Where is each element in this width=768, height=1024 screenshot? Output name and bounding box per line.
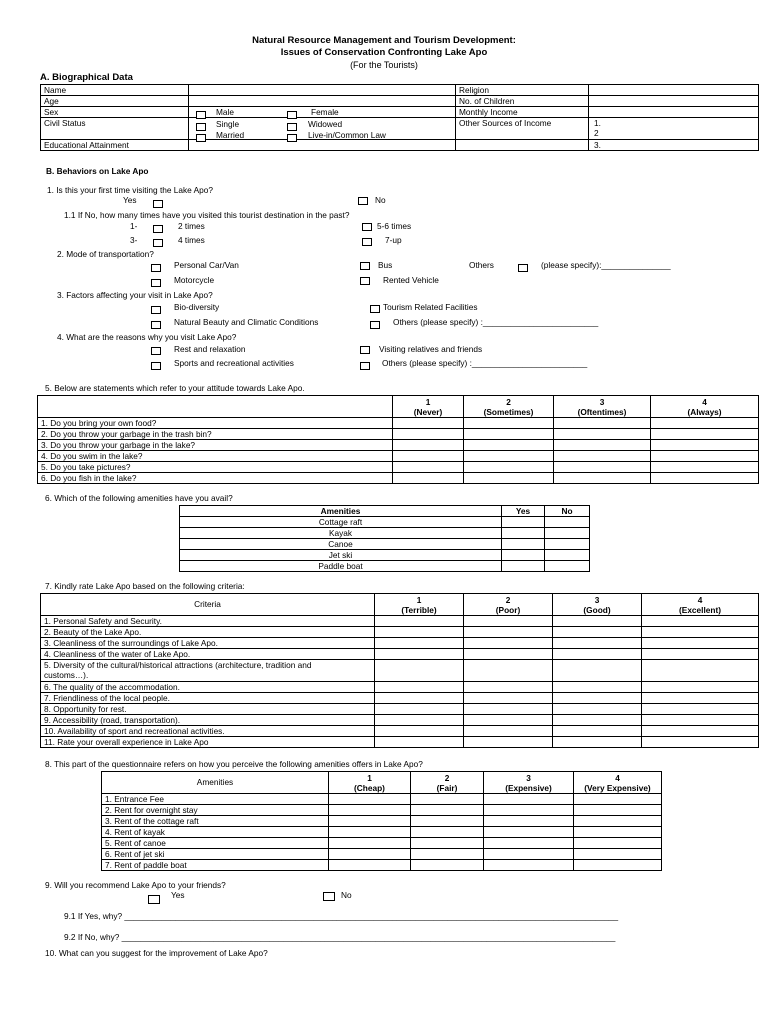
female-label: Female: [311, 107, 339, 117]
q6-yes-cell[interactable]: [502, 539, 545, 550]
q8-header-2: 2 (Fair): [411, 772, 484, 794]
q7-cell[interactable]: [375, 638, 464, 649]
q7-cell[interactable]: [375, 627, 464, 638]
q5-cell[interactable]: [554, 473, 651, 484]
children-field[interactable]: [589, 96, 759, 107]
q3-bio-label: Bio-diversity: [174, 302, 220, 312]
q5-cell[interactable]: [464, 451, 554, 462]
label-age: Age: [41, 96, 189, 107]
q6-label: 6. Which of the following amenities have you avail?: [45, 493, 233, 503]
q5-cell[interactable]: [651, 440, 759, 451]
section-a-heading: A. Biographical Data: [40, 72, 133, 83]
q8-cell[interactable]: [329, 838, 411, 849]
q6-header-no: No: [545, 506, 590, 517]
q7-cell[interactable]: [553, 704, 642, 715]
q5-label: 5. Below are statements which refer to your attitude towards Lake Apo.: [45, 383, 305, 393]
q6-item: Cottage raft: [180, 517, 502, 528]
q3-tourism-checkbox[interactable]: [370, 305, 380, 313]
q9-yes-label: Yes: [171, 890, 185, 900]
q4-sports-checkbox[interactable]: [151, 362, 161, 370]
q7-item-5: 5. Diversity of the cultural/historical attractions (architecture, tradition and customs…).: [41, 660, 375, 682]
other-income-field[interactable]: [589, 118, 759, 140]
q7-cell[interactable]: [464, 660, 553, 682]
q6-no-cell[interactable]: [545, 539, 590, 550]
q8-header-3: 3 (Expensive): [484, 772, 574, 794]
q9-no-checkbox[interactable]: [323, 892, 335, 901]
q7-cell[interactable]: [553, 693, 642, 704]
q7-header-4: 4 (Excellent): [642, 594, 759, 616]
q8-cell[interactable]: [484, 838, 574, 849]
title-line-2: Issues of Conservation Confronting Lake Apo: [280, 47, 488, 58]
q7-cell[interactable]: [464, 715, 553, 726]
q1-1-opt2-checkbox[interactable]: [153, 239, 163, 247]
q2-bus-label: Bus: [378, 260, 393, 270]
q5-cell[interactable]: [554, 440, 651, 451]
q1-1-opt4-checkbox[interactable]: [362, 238, 372, 246]
q8-item: 2. Rent for overnight stay: [102, 805, 329, 816]
q7-header-criteria: Criteria: [41, 594, 375, 616]
married-checkbox[interactable]: [196, 134, 206, 142]
education-extra: [456, 140, 589, 151]
q8-cell[interactable]: [329, 827, 411, 838]
q7-cell[interactable]: [642, 737, 759, 748]
q8-cell[interactable]: [574, 838, 662, 849]
q3-label: 3. Factors affecting your visit in Lake Apo?: [57, 290, 213, 300]
q1-1-opt1-checkbox[interactable]: [153, 225, 163, 233]
q8-item: 1. Entrance Fee: [102, 794, 329, 805]
q2-car-checkbox[interactable]: [151, 264, 161, 272]
q8-cell[interactable]: [411, 849, 484, 860]
q7-cell[interactable]: [375, 616, 464, 627]
q9-2-field[interactable]: 9.2 If No, why? ___________________________________________________________________________________________________________: [64, 933, 616, 942]
q7-cell[interactable]: [375, 660, 464, 682]
q1-yes-label: Yes: [123, 195, 137, 205]
q1-1-opt3-checkbox[interactable]: [362, 223, 372, 231]
q5-cell[interactable]: [464, 440, 554, 451]
q8-cell[interactable]: [484, 794, 574, 805]
q7-item: 8. Opportunity for rest.: [41, 704, 375, 715]
q8-cell[interactable]: [411, 827, 484, 838]
q7-cell[interactable]: [464, 693, 553, 704]
q5-header-1: 1 (Never): [393, 396, 464, 418]
section-b-heading: B. Behaviors on Lake Apo: [46, 166, 149, 176]
q7-cell[interactable]: [642, 693, 759, 704]
q8-item: 4. Rent of kayak: [102, 827, 329, 838]
q7-cell[interactable]: [553, 649, 642, 660]
q7-cell[interactable]: [464, 682, 553, 693]
q8-price-table: [101, 771, 662, 871]
other-income-3: 3.: [589, 140, 759, 151]
q5-cell[interactable]: [554, 418, 651, 429]
q2-moto-label: Motorcycle: [174, 275, 215, 285]
q7-item: 6. The quality of the accommodation.: [41, 682, 375, 693]
q6-header-yes: Yes: [502, 506, 545, 517]
q2-others-label: Others: [469, 260, 494, 270]
other-income-2: 2: [594, 128, 599, 138]
q7-cell[interactable]: [464, 627, 553, 638]
q1-1-label: 1.1 If No, how many times have you visited this tourist destination in the past?: [64, 210, 350, 220]
q1-1-opt2-prefix: 3-: [130, 235, 138, 245]
q7-cell[interactable]: [464, 649, 553, 660]
q8-cell[interactable]: [411, 838, 484, 849]
q5-header-2: 2 (Sometimes): [464, 396, 554, 418]
q7-cell[interactable]: [642, 616, 759, 627]
biographical-table: [40, 84, 759, 151]
female-checkbox[interactable]: [287, 111, 297, 119]
q8-cell[interactable]: [329, 849, 411, 860]
q2-moto-checkbox[interactable]: [151, 279, 161, 287]
q8-cell[interactable]: [574, 794, 662, 805]
label-education: Educational Attainment: [41, 140, 189, 151]
male-checkbox[interactable]: [196, 111, 206, 119]
q3-nature-checkbox[interactable]: [151, 321, 161, 329]
q8-cell[interactable]: [484, 805, 574, 816]
q8-cell[interactable]: [411, 816, 484, 827]
q8-header-1: 1 (Cheap): [329, 772, 411, 794]
q5-cell[interactable]: [554, 462, 651, 473]
q7-cell[interactable]: [642, 715, 759, 726]
male-label: Male: [216, 107, 234, 117]
q6-item: Paddle boat: [180, 561, 502, 572]
q5-cell[interactable]: [651, 418, 759, 429]
q4-others-checkbox[interactable]: [360, 362, 370, 370]
q4-rest-checkbox[interactable]: [151, 347, 161, 355]
q6-no-cell[interactable]: [545, 528, 590, 539]
q5-item: 5. Do you take pictures?: [38, 462, 393, 473]
q8-header-amenities: Amenities: [102, 772, 329, 794]
income-field[interactable]: [589, 107, 759, 118]
q8-cell[interactable]: [574, 805, 662, 816]
q8-label: 8. This part of the questionnaire refers on how you perceive the following amenities offers in Lake Apo?: [45, 759, 423, 769]
q7-item: 11. Rate your overall experience in Lake Apo: [41, 737, 375, 748]
q5-cell[interactable]: [393, 473, 464, 484]
q5-cell[interactable]: [651, 429, 759, 440]
q1-yes-checkbox[interactable]: [153, 200, 163, 208]
q7-cell[interactable]: [464, 704, 553, 715]
q2-label: 2. Mode of transportation?: [57, 249, 154, 259]
q6-no-cell[interactable]: [545, 561, 590, 572]
q5-cell[interactable]: [393, 440, 464, 451]
q3-bio-checkbox[interactable]: [151, 306, 161, 314]
q7-item: 4. Cleanliness of the water of Lake Apo.: [41, 649, 375, 660]
q7-rating-table: [40, 593, 759, 748]
q4-rest-label: Rest and relaxation: [174, 344, 246, 354]
q7-item: 9. Accessibility (road, transportation).: [41, 715, 375, 726]
q5-header-4: 4 (Always): [651, 396, 759, 418]
q7-cell[interactable]: [642, 704, 759, 715]
q2-bus-checkbox[interactable]: [360, 262, 370, 270]
q7-cell[interactable]: [553, 616, 642, 627]
q5-header-blank: [38, 396, 393, 418]
q7-cell[interactable]: [375, 693, 464, 704]
q8-cell[interactable]: [411, 805, 484, 816]
q5-cell[interactable]: [464, 462, 554, 473]
q7-label: 7. Kindly rate Lake Apo based on the following criteria:: [45, 581, 245, 591]
widowed-label: Widowed: [308, 119, 343, 129]
q5-cell[interactable]: [393, 418, 464, 429]
q5-cell[interactable]: [651, 473, 759, 484]
q3-others-field[interactable]: Others (please specify) :_________________________: [393, 317, 599, 327]
q7-cell[interactable]: [553, 660, 642, 682]
q8-cell[interactable]: [329, 816, 411, 827]
q1-1-opt1-label: 2 times: [178, 221, 205, 231]
q6-item: Canoe: [180, 539, 502, 550]
q4-visit-label: Visiting relatives and friends: [379, 344, 483, 354]
q1-no-label: No: [375, 195, 386, 205]
q9-no-label: No: [341, 890, 352, 900]
q8-cell[interactable]: [484, 827, 574, 838]
q1-label: 1. Is this your first time visiting the Lake Apo?: [47, 185, 214, 195]
q7-cell[interactable]: [553, 627, 642, 638]
q5-cell[interactable]: [393, 451, 464, 462]
q5-cell[interactable]: [464, 418, 554, 429]
q7-cell[interactable]: [642, 726, 759, 737]
q8-cell[interactable]: [574, 860, 662, 871]
q5-item: 3. Do you throw your garbage in the lake?: [38, 440, 393, 451]
q8-cell[interactable]: [574, 849, 662, 860]
q1-1-opt2-label: 4 times: [178, 235, 205, 245]
q6-yes-cell[interactable]: [502, 550, 545, 561]
q8-cell[interactable]: [484, 849, 574, 860]
q9-label: 9. Will you recommend Lake Apo to your friends?: [45, 880, 226, 890]
q8-header-4: 4 (Very Expensive): [574, 772, 662, 794]
q7-cell[interactable]: [375, 726, 464, 737]
q5-item: 4. Do you swim in the lake?: [38, 451, 393, 462]
q7-cell[interactable]: [642, 682, 759, 693]
q5-cell[interactable]: [393, 462, 464, 473]
q7-header-2: 2 (Poor): [464, 594, 553, 616]
q3-tourism-label: Tourism Related Facilities: [383, 302, 478, 312]
q7-item: 3. Cleanliness of the surroundings of Lake Apo.: [41, 638, 375, 649]
married-label: Married: [216, 130, 245, 140]
name-field[interactable]: [189, 85, 456, 96]
label-religion: Religion: [456, 85, 589, 96]
q8-item: 5. Rent of canoe: [102, 838, 329, 849]
q8-cell[interactable]: [329, 805, 411, 816]
q8-cell[interactable]: [329, 860, 411, 871]
q7-cell[interactable]: [553, 682, 642, 693]
q5-cell[interactable]: [554, 429, 651, 440]
q2-car-label: Personal Car/Van: [174, 260, 239, 270]
q6-header-amenities: Amenities: [180, 506, 502, 517]
q10-label: 10. What can you suggest for the improvement of Lake Apo?: [45, 948, 268, 958]
q7-cell[interactable]: [375, 715, 464, 726]
subtitle: (For the Tourists): [350, 60, 418, 70]
q5-cell[interactable]: [651, 451, 759, 462]
q6-yes-cell[interactable]: [502, 561, 545, 572]
q8-cell[interactable]: [411, 794, 484, 805]
q6-item: Jet ski: [180, 550, 502, 561]
q7-header-1: 1 (Terrible): [375, 594, 464, 616]
q7-cell[interactable]: [464, 726, 553, 737]
q7-cell[interactable]: [642, 660, 759, 682]
q7-item: 10. Availability of sport and recreational activities.: [41, 726, 375, 737]
q5-cell[interactable]: [651, 462, 759, 473]
q1-no-checkbox[interactable]: [358, 197, 368, 205]
q6-yes-cell[interactable]: [502, 517, 545, 528]
livein-label: Live-in/Common Law: [308, 130, 386, 140]
label-sex: Sex: [41, 107, 189, 118]
title-line-1: Natural Resource Management and Tourism Development:: [252, 35, 516, 46]
q4-visit-checkbox[interactable]: [360, 346, 370, 354]
q2-rented-label: Rented Vehicle: [383, 275, 439, 285]
q6-item: Kayak: [180, 528, 502, 539]
single-checkbox[interactable]: [196, 123, 206, 131]
q8-item: 7. Rent of paddle boat: [102, 860, 329, 871]
q8-cell[interactable]: [484, 816, 574, 827]
q4-label: 4. What are the reasons why you visit Lake Apo?: [57, 332, 237, 342]
q3-nature-label: Natural Beauty and Climatic Conditions: [174, 317, 319, 327]
q7-item: 2. Beauty of the Lake Apo.: [41, 627, 375, 638]
q3-others-checkbox[interactable]: [370, 321, 380, 329]
q7-header-3: 3 (Good): [553, 594, 642, 616]
label-civil-status: Civil Status: [41, 118, 189, 140]
q8-cell[interactable]: [574, 816, 662, 827]
other-income-1: 1.: [594, 118, 601, 128]
q7-cell[interactable]: [553, 638, 642, 649]
q5-cell[interactable]: [554, 451, 651, 462]
q8-cell[interactable]: [411, 860, 484, 871]
q8-cell[interactable]: [329, 794, 411, 805]
single-label: Single: [216, 119, 240, 129]
q5-item: 2. Do you throw your garbage in the trash bin?: [38, 429, 393, 440]
q7-cell[interactable]: [375, 649, 464, 660]
q4-others-field[interactable]: Others (please specify) :_________________________: [382, 358, 588, 368]
q8-item: 6. Rent of jet ski: [102, 849, 329, 860]
q2-rented-checkbox[interactable]: [360, 277, 370, 285]
widowed-checkbox[interactable]: [287, 123, 297, 131]
q2-specify-field[interactable]: (please specify):_______________: [541, 260, 671, 270]
q5-cell[interactable]: [464, 473, 554, 484]
livein-checkbox[interactable]: [287, 134, 297, 142]
q7-cell[interactable]: [553, 726, 642, 737]
q7-cell[interactable]: [375, 682, 464, 693]
q7-cell[interactable]: [375, 737, 464, 748]
q7-cell[interactable]: [642, 649, 759, 660]
q8-cell[interactable]: [484, 860, 574, 871]
q7-cell[interactable]: [464, 616, 553, 627]
label-children: No. of Children: [456, 96, 589, 107]
q6-yes-cell[interactable]: [502, 528, 545, 539]
q7-cell[interactable]: [642, 627, 759, 638]
q5-cell[interactable]: [464, 429, 554, 440]
label-income: Monthly Income: [456, 107, 589, 118]
label-other-income: Other Sources of Income: [456, 118, 589, 140]
q8-cell[interactable]: [574, 827, 662, 838]
q7-cell[interactable]: [553, 737, 642, 748]
age-field[interactable]: [189, 96, 456, 107]
q7-cell[interactable]: [464, 737, 553, 748]
q1-1-opt4-label: 7-up: [385, 235, 402, 245]
q1-1-opt3-label: 5-6 times: [377, 221, 412, 231]
q9-yes-checkbox[interactable]: [148, 895, 160, 904]
q2-others-checkbox[interactable]: [518, 264, 528, 272]
q9-1-field[interactable]: 9.1 If Yes, why? ___________________________________________________________________________________________________________: [64, 912, 619, 921]
q5-header-3: 3 (Oftentimes): [554, 396, 651, 418]
q6-no-cell[interactable]: [545, 517, 590, 528]
q7-cell[interactable]: [553, 715, 642, 726]
q5-cell[interactable]: [393, 429, 464, 440]
q7-cell[interactable]: [642, 638, 759, 649]
q7-cell[interactable]: [464, 638, 553, 649]
q5-item: 1. Do you bring your own food?: [38, 418, 393, 429]
label-name: Name: [41, 85, 189, 96]
q7-item: 7. Friendliness of the local people.: [41, 693, 375, 704]
q4-sports-label: Sports and recreational activities: [174, 358, 294, 368]
education-field[interactable]: [189, 140, 456, 151]
q7-item: 1. Personal Safety and Security.: [41, 616, 375, 627]
q6-no-cell[interactable]: [545, 550, 590, 561]
q7-cell[interactable]: [375, 704, 464, 715]
q1-1-opt1-prefix: 1-: [130, 221, 138, 231]
q5-attitude-table: [37, 395, 759, 484]
q8-item: 3. Rent of the cottage raft: [102, 816, 329, 827]
religion-field[interactable]: [589, 85, 759, 96]
q5-item: 6. Do you fish in the lake?: [38, 473, 393, 484]
q6-amenities-table: [179, 505, 590, 572]
